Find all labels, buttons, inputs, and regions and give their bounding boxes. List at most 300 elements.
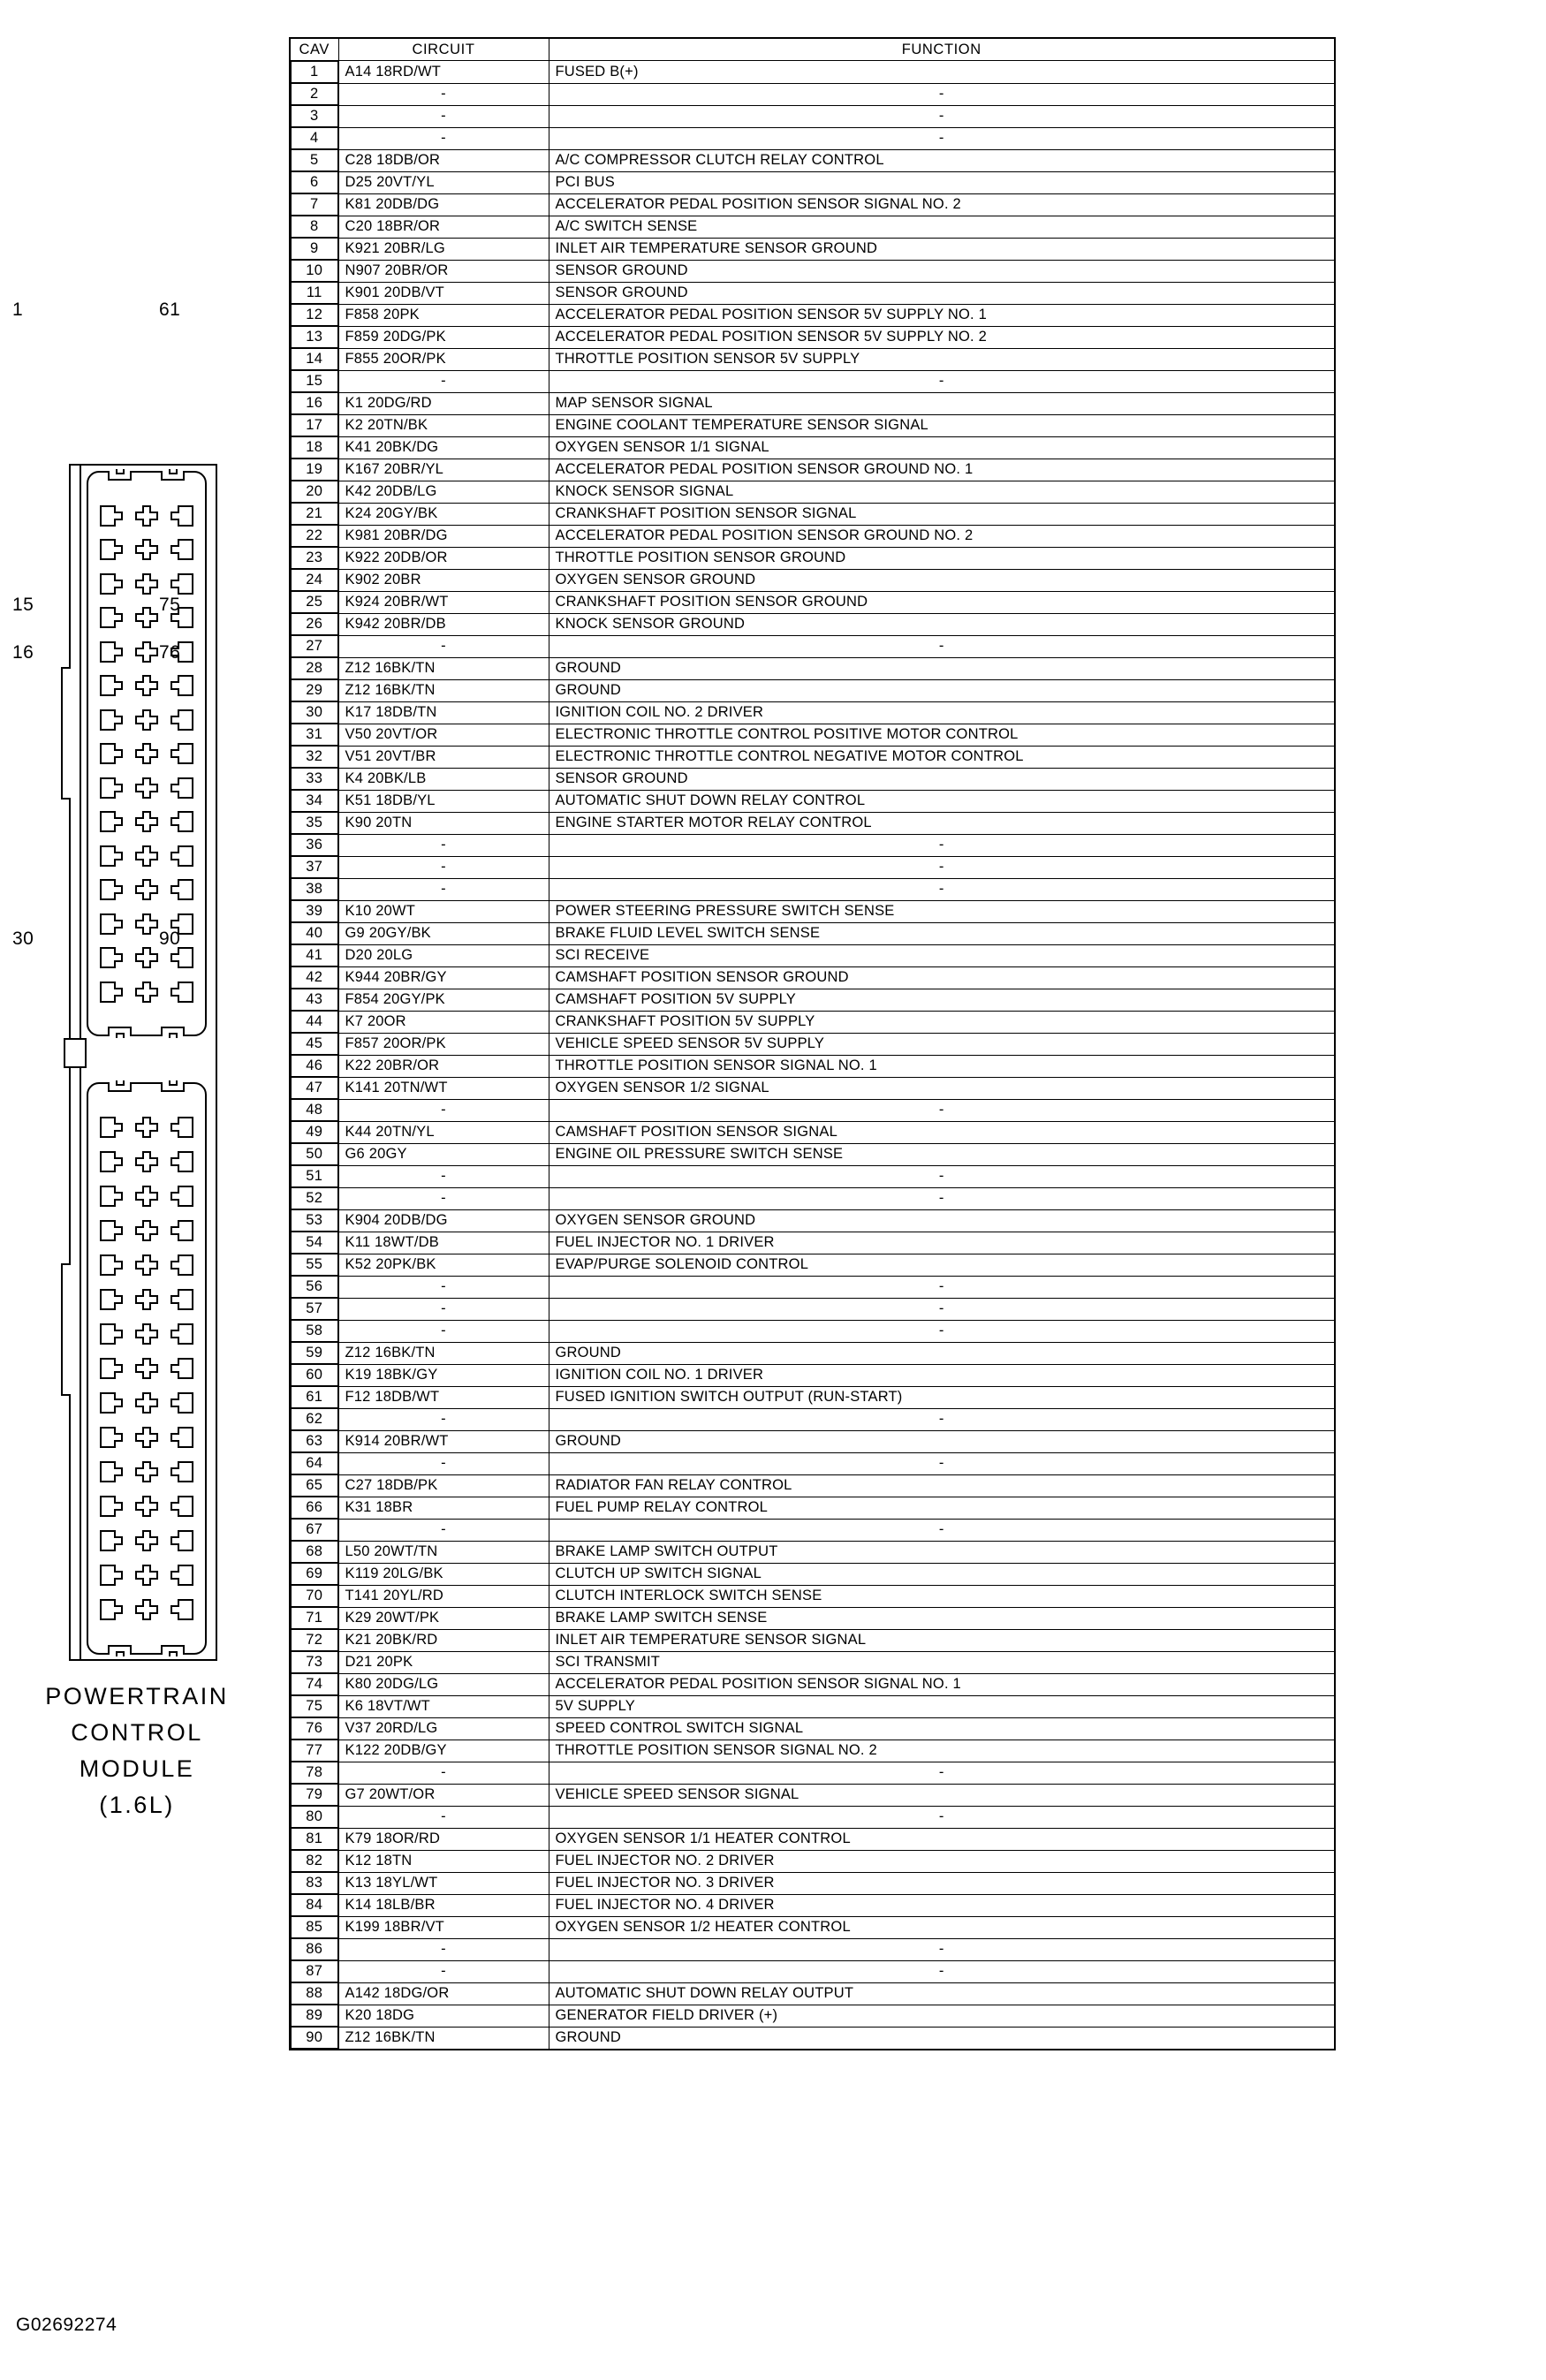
cell-circuit: K7 20OR (338, 1011, 549, 1033)
cavity-blade-right-icon (171, 845, 193, 867)
table-row (290, 193, 1335, 216)
cavity-row (100, 845, 193, 867)
cell-function: A/C COMPRESSOR CLUTCH RELAY CONTROL (549, 149, 1335, 171)
pin-number-bottom-right: 90 (159, 929, 181, 949)
cell-function: CAMSHAFT POSITION 5V SUPPLY (549, 989, 1335, 1011)
cell-circuit: T141 20YL/RD (338, 1585, 549, 1607)
table-row (290, 900, 1335, 922)
cell-circuit: K167 20BR/YL (338, 459, 549, 481)
cell-function: IGNITION COIL NO. 1 DRIVER (549, 1364, 1335, 1386)
cavity-cross-icon (135, 709, 158, 731)
cavity-blade-right-icon (171, 982, 193, 1003)
cell-function: OXYGEN SENSOR 1/1 SIGNAL (549, 436, 1335, 459)
cell-cav: 6 (291, 171, 338, 193)
cavity-blade-left-icon (100, 982, 123, 1003)
table-header-row (290, 38, 1335, 61)
cell-circuit: K141 20TN/WT (338, 1077, 549, 1099)
cavity-row (100, 1323, 193, 1345)
cavity-blade-left-icon (100, 947, 123, 968)
table-row (290, 1894, 1335, 1916)
cavity-row (100, 1117, 193, 1138)
cavity-cross-icon (135, 607, 158, 628)
table-row (290, 348, 1335, 370)
cell-function: THROTTLE POSITION SENSOR GROUND (549, 547, 1335, 569)
cell-function: - (549, 1320, 1335, 1342)
cell-circuit: F859 20DG/PK (338, 326, 549, 348)
table-row (290, 679, 1335, 701)
table-row (290, 392, 1335, 414)
table-row (290, 1519, 1335, 1541)
cell-cav: 33 (291, 768, 338, 790)
cell-cav: 59 (291, 1342, 338, 1364)
pin-number-mid-right: 75 (159, 595, 181, 615)
cavity-blade-right-icon (171, 1599, 193, 1620)
cell-cav: 71 (291, 1607, 338, 1629)
cell-circuit: F857 20OR/PK (338, 1033, 549, 1055)
cell-function: - (549, 856, 1335, 878)
cavity-blade-left-icon (100, 879, 123, 900)
cell-circuit: K79 18OR/RD (338, 1828, 549, 1850)
cell-circuit: G6 20GY (338, 1143, 549, 1165)
cell-function: EVAP/PURGE SOLENOID CONTROL (549, 1254, 1335, 1276)
cell-circuit: K902 20BR (338, 569, 549, 591)
cavity-blade-left-icon (100, 1496, 123, 1517)
cell-function: OXYGEN SENSOR GROUND (549, 1209, 1335, 1232)
cell-cav: 55 (291, 1254, 338, 1276)
cell-circuit: G9 20GY/BK (338, 922, 549, 944)
cell-circuit: K22 20BR/OR (338, 1055, 549, 1077)
cavity-cross-icon (135, 879, 158, 900)
table-row (290, 812, 1335, 834)
cavity-cross-icon (135, 505, 158, 527)
cavity-blade-right-icon (171, 1289, 193, 1310)
table-row (290, 1982, 1335, 2005)
cell-function: GENERATOR FIELD DRIVER (+) (549, 2005, 1335, 2027)
cavity-row (100, 1392, 193, 1414)
cavity-row (100, 947, 193, 968)
table-row (290, 878, 1335, 900)
cell-circuit: K924 20BR/WT (338, 591, 549, 613)
cell-circuit: K914 20BR/WT (338, 1430, 549, 1452)
cavity-cross-icon (135, 675, 158, 696)
connector-housing (53, 464, 221, 1661)
cell-circuit: Z12 16BK/TN (338, 679, 549, 701)
cell-cav: 31 (291, 724, 338, 746)
table-row (290, 61, 1335, 84)
cell-circuit: - (338, 834, 549, 856)
cell-cav: 10 (291, 260, 338, 282)
cavity-cross-icon (135, 913, 158, 935)
table-row (290, 1651, 1335, 1673)
cell-cav: 22 (291, 525, 338, 547)
cell-circuit: A142 18DG/OR (338, 1982, 549, 2005)
cell-cav: 11 (291, 282, 338, 304)
table-row (290, 304, 1335, 326)
cavity-cross-icon (135, 1151, 158, 1172)
table-row (290, 459, 1335, 481)
cell-cav: 72 (291, 1629, 338, 1651)
cell-cav: 3 (291, 105, 338, 127)
cell-cav: 36 (291, 834, 338, 856)
cell-cav: 83 (291, 1872, 338, 1894)
table-row (290, 370, 1335, 392)
cell-circuit: Z12 16BK/TN (338, 657, 549, 679)
cell-cav: 40 (291, 922, 338, 944)
cavity-row (100, 539, 193, 560)
table-row (290, 1320, 1335, 1342)
cavity-blade-right-icon (171, 1323, 193, 1345)
cavity-cross-icon (135, 1117, 158, 1138)
cell-function: ENGINE OIL PRESSURE SWITCH SENSE (549, 1143, 1335, 1165)
cell-cav: 28 (291, 657, 338, 679)
cell-cav: 35 (291, 812, 338, 834)
table-row (290, 1960, 1335, 1982)
cell-cav: 84 (291, 1894, 338, 1916)
pin-number-lower-left: 16 (12, 642, 34, 663)
table-row (290, 1474, 1335, 1497)
cell-cav: 67 (291, 1519, 338, 1541)
table-row (290, 768, 1335, 790)
cell-function: ACCELERATOR PEDAL POSITION SENSOR 5V SUPPLY NO. 2 (549, 326, 1335, 348)
cell-function: CAMSHAFT POSITION SENSOR GROUND (549, 966, 1335, 989)
pinout-table-wrapper (289, 37, 1334, 2050)
cell-function: ACCELERATOR PEDAL POSITION SENSOR SIGNAL NO. 1 (549, 1673, 1335, 1695)
cavity-blade-left-icon (100, 913, 123, 935)
cell-cav: 75 (291, 1695, 338, 1717)
cavity-blade-left-icon (100, 1427, 123, 1448)
cell-cav: 13 (291, 326, 338, 348)
cavity-cross-icon (135, 1599, 158, 1620)
cavity-blade-right-icon (171, 1151, 193, 1172)
module-caption-line-1: POWERTRAIN (45, 1683, 229, 1709)
cavity-blade-left-icon (100, 811, 123, 832)
cell-circuit: K942 20BR/DB (338, 613, 549, 635)
cell-function: VEHICLE SPEED SENSOR SIGNAL (549, 1784, 1335, 1806)
table-row (290, 1938, 1335, 1960)
cavity-blade-right-icon (171, 539, 193, 560)
cell-cav: 45 (291, 1033, 338, 1055)
cell-function: INLET AIR TEMPERATURE SENSOR SIGNAL (549, 1629, 1335, 1651)
pinout-table-head (290, 38, 1335, 61)
upper-cavity-block (87, 471, 207, 1036)
cell-function: CLUTCH UP SWITCH SIGNAL (549, 1563, 1335, 1585)
cavity-blade-left-icon (100, 1323, 123, 1345)
cell-circuit: K199 18BR/VT (338, 1916, 549, 1938)
cell-function: ELECTRONIC THROTTLE CONTROL POSITIVE MOTOR CONTROL (549, 724, 1335, 746)
table-row (290, 127, 1335, 149)
cell-circuit: K90 20TN (338, 812, 549, 834)
cell-function: OXYGEN SENSOR 1/2 SIGNAL (549, 1077, 1335, 1099)
table-row (290, 657, 1335, 679)
table-row (290, 591, 1335, 613)
table-row (290, 1695, 1335, 1717)
cell-circuit: K41 20BK/DG (338, 436, 549, 459)
cell-cav: 89 (291, 2005, 338, 2027)
cell-cav: 12 (291, 304, 338, 326)
cavity-blade-right-icon (171, 743, 193, 764)
cell-cav: 87 (291, 1960, 338, 1982)
cavity-row (100, 1186, 193, 1207)
table-row (290, 1187, 1335, 1209)
module-caption-line-4: (1.6L) (99, 1792, 175, 1818)
cell-cav: 37 (291, 856, 338, 878)
cell-circuit: L50 20WT/TN (338, 1541, 549, 1563)
cell-function: ACCELERATOR PEDAL POSITION SENSOR SIGNAL NO. 2 (549, 193, 1335, 216)
cavity-row (100, 1151, 193, 1172)
cavity-blade-left-icon (100, 1565, 123, 1586)
cavity-blade-left-icon (100, 539, 123, 560)
module-caption-line-3: MODULE (79, 1755, 195, 1782)
cell-circuit: V50 20VT/OR (338, 724, 549, 746)
connector-latch-tab-lower (61, 1263, 71, 1396)
cavity-blade-right-icon (171, 1358, 193, 1379)
cell-circuit: - (338, 635, 549, 657)
cavity-blade-left-icon (100, 1186, 123, 1207)
cell-function: IGNITION COIL NO. 2 DRIVER (549, 701, 1335, 724)
cell-cav: 60 (291, 1364, 338, 1386)
table-row (290, 1806, 1335, 1828)
cell-circuit: K13 18YL/WT (338, 1872, 549, 1894)
cell-cav: 20 (291, 481, 338, 503)
cavity-cross-icon (135, 641, 158, 663)
cell-function: CAMSHAFT POSITION SENSOR SIGNAL (549, 1121, 1335, 1143)
cavity-blade-right-icon (171, 1186, 193, 1207)
cell-cav: 50 (291, 1143, 338, 1165)
cell-function: FUEL INJECTOR NO. 1 DRIVER (549, 1232, 1335, 1254)
table-row (290, 1143, 1335, 1165)
cell-function: OXYGEN SENSOR GROUND (549, 569, 1335, 591)
cavity-row (100, 777, 193, 799)
cell-function: OXYGEN SENSOR 1/1 HEATER CONTROL (549, 1828, 1335, 1850)
cell-function: BRAKE LAMP SWITCH OUTPUT (549, 1541, 1335, 1563)
cell-function: OXYGEN SENSOR 1/2 HEATER CONTROL (549, 1916, 1335, 1938)
table-row (290, 1298, 1335, 1320)
cavity-blade-left-icon (100, 1289, 123, 1310)
cell-function: - (549, 105, 1335, 127)
table-row (290, 1850, 1335, 1872)
cavity-blade-right-icon (171, 947, 193, 968)
table-row (290, 481, 1335, 503)
table-row (290, 1232, 1335, 1254)
cell-cav: 65 (291, 1474, 338, 1497)
table-row (290, 1011, 1335, 1033)
cavity-cross-icon (135, 1427, 158, 1448)
cell-function: AUTOMATIC SHUT DOWN RELAY OUTPUT (549, 1982, 1335, 2005)
cell-circuit: - (338, 1099, 549, 1121)
cell-cav: 8 (291, 216, 338, 238)
column-header-circuit: CIRCUIT (338, 38, 549, 61)
cell-cav: 49 (291, 1121, 338, 1143)
table-row (290, 1673, 1335, 1695)
cell-function: - (549, 635, 1335, 657)
cavity-cross-icon (135, 1254, 158, 1276)
cell-function: ACCELERATOR PEDAL POSITION SENSOR GROUND NO. 1 (549, 459, 1335, 481)
cell-function: - (549, 1276, 1335, 1298)
cell-function: CLUTCH INTERLOCK SWITCH SENSE (549, 1585, 1335, 1607)
table-row (290, 989, 1335, 1011)
table-row (290, 790, 1335, 812)
cell-function: - (549, 878, 1335, 900)
cell-circuit: D20 20LG (338, 944, 549, 966)
table-row (290, 746, 1335, 768)
cavity-cross-icon (135, 982, 158, 1003)
cell-circuit: F854 20GY/PK (338, 989, 549, 1011)
table-row (290, 1077, 1335, 1099)
cell-cav: 2 (291, 83, 338, 105)
cell-function: POWER STEERING PRESSURE SWITCH SENSE (549, 900, 1335, 922)
cell-circuit: K11 18WT/DB (338, 1232, 549, 1254)
cavity-cross-icon (135, 1323, 158, 1345)
table-row (290, 1121, 1335, 1143)
table-row (290, 966, 1335, 989)
cavity-row (100, 1565, 193, 1586)
cavity-cross-icon (135, 539, 158, 560)
cell-cav: 88 (291, 1982, 338, 2005)
cell-circuit: K981 20BR/DG (338, 525, 549, 547)
cell-circuit: - (338, 1806, 549, 1828)
cavity-blade-left-icon (100, 607, 123, 628)
cavity-row (100, 1530, 193, 1551)
cavity-cross-icon (135, 573, 158, 595)
cell-circuit: K14 18LB/BR (338, 1894, 549, 1916)
cell-circuit: K12 18TN (338, 1850, 549, 1872)
cell-function: KNOCK SENSOR GROUND (549, 613, 1335, 635)
cavity-cross-icon (135, 1186, 158, 1207)
cavity-blade-right-icon (171, 505, 193, 527)
cell-function: - (549, 1298, 1335, 1320)
cell-circuit: Z12 16BK/TN (338, 2027, 549, 2050)
table-row (290, 1342, 1335, 1364)
cell-circuit: K921 20BR/LG (338, 238, 549, 260)
cell-circuit: K51 18DB/YL (338, 790, 549, 812)
cell-cav: 58 (291, 1320, 338, 1342)
cell-circuit: F858 20PK (338, 304, 549, 326)
column-header-function: FUNCTION (549, 38, 1335, 61)
cell-function: FUSED B(+) (549, 61, 1335, 84)
table-row (290, 635, 1335, 657)
table-row (290, 856, 1335, 878)
cell-cav: 30 (291, 701, 338, 724)
cell-cav: 9 (291, 238, 338, 260)
table-row (290, 1872, 1335, 1894)
table-row (290, 1386, 1335, 1408)
cavity-cross-icon (135, 1565, 158, 1586)
cell-cav: 1 (291, 61, 338, 83)
cavity-cross-icon (135, 1289, 158, 1310)
pin-number-bottom-left: 30 (12, 929, 34, 949)
cell-cav: 25 (291, 591, 338, 613)
table-row (290, 216, 1335, 238)
cell-cav: 85 (291, 1916, 338, 1938)
cell-circuit: K52 20PK/BK (338, 1254, 549, 1276)
table-row (290, 2005, 1335, 2027)
cell-circuit: G7 20WT/OR (338, 1784, 549, 1806)
table-row (290, 414, 1335, 436)
table-row (290, 834, 1335, 856)
cell-circuit: - (338, 1960, 549, 1982)
cavity-blade-right-icon (171, 879, 193, 900)
cell-cav: 42 (291, 966, 338, 989)
cell-cav: 82 (291, 1850, 338, 1872)
cavity-blade-right-icon (171, 1254, 193, 1276)
cell-circuit: K21 20BK/RD (338, 1629, 549, 1651)
table-row (290, 282, 1335, 304)
cell-function: - (549, 1762, 1335, 1784)
cell-function: SPEED CONTROL SWITCH SIGNAL (549, 1717, 1335, 1740)
table-row (290, 503, 1335, 525)
table-row (290, 83, 1335, 105)
cavity-cross-icon (135, 947, 158, 968)
table-row (290, 1563, 1335, 1585)
cavity-cross-icon (135, 1220, 158, 1241)
cell-cav: 47 (291, 1077, 338, 1099)
figure-code: G02692274 (16, 2315, 117, 2335)
cell-function: RADIATOR FAN RELAY CONTROL (549, 1474, 1335, 1497)
pinout-table (289, 37, 1336, 2050)
cell-cav: 81 (291, 1828, 338, 1850)
cavity-blade-left-icon (100, 641, 123, 663)
cell-cav: 18 (291, 436, 338, 459)
cell-function: CRANKSHAFT POSITION 5V SUPPLY (549, 1011, 1335, 1033)
cell-cav: 74 (291, 1673, 338, 1695)
cavity-blade-left-icon (100, 505, 123, 527)
cell-circuit: - (338, 1187, 549, 1209)
cell-circuit: - (338, 1298, 549, 1320)
cavity-cross-icon (135, 811, 158, 832)
cavity-row (100, 743, 193, 764)
cell-circuit: K922 20DB/OR (338, 547, 549, 569)
cell-cav: 4 (291, 127, 338, 149)
cell-function: THROTTLE POSITION SENSOR 5V SUPPLY (549, 348, 1335, 370)
cell-cav: 80 (291, 1806, 338, 1828)
table-row (290, 1784, 1335, 1806)
cell-function: CRANKSHAFT POSITION SENSOR GROUND (549, 591, 1335, 613)
cell-function: FUEL INJECTOR NO. 3 DRIVER (549, 1872, 1335, 1894)
cell-cav: 44 (291, 1011, 338, 1033)
cell-function: BRAKE LAMP SWITCH SENSE (549, 1607, 1335, 1629)
cell-function: PCI BUS (549, 171, 1335, 193)
cavity-row (100, 1496, 193, 1517)
cavity-blade-left-icon (100, 1392, 123, 1414)
cavity-cross-icon (135, 1461, 158, 1482)
table-row (290, 436, 1335, 459)
cavity-row (100, 811, 193, 832)
cell-cav: 73 (291, 1651, 338, 1673)
cell-function: FUEL INJECTOR NO. 2 DRIVER (549, 1850, 1335, 1872)
cell-function: THROTTLE POSITION SENSOR SIGNAL NO. 2 (549, 1740, 1335, 1762)
cell-function: - (549, 1519, 1335, 1541)
cavity-blade-right-icon (171, 1496, 193, 1517)
cell-circuit: K31 18BR (338, 1497, 549, 1519)
cavity-blade-left-icon (100, 743, 123, 764)
cavity-blade-right-icon (171, 1117, 193, 1138)
module-caption (0, 1679, 274, 1823)
cell-circuit: - (338, 370, 549, 392)
cell-cav: 24 (291, 569, 338, 591)
cell-circuit: K1 20DG/RD (338, 392, 549, 414)
cell-function: SENSOR GROUND (549, 282, 1335, 304)
cell-circuit: K29 20WT/PK (338, 1607, 549, 1629)
cell-cav: 70 (291, 1585, 338, 1607)
cell-circuit: K20 18DG (338, 2005, 549, 2027)
cell-cav: 23 (291, 547, 338, 569)
cavity-blade-left-icon (100, 675, 123, 696)
cavity-blade-right-icon (171, 1565, 193, 1586)
cell-circuit: F12 18DB/WT (338, 1386, 549, 1408)
table-row (290, 724, 1335, 746)
cell-cav: 63 (291, 1430, 338, 1452)
cell-cav: 14 (291, 348, 338, 370)
